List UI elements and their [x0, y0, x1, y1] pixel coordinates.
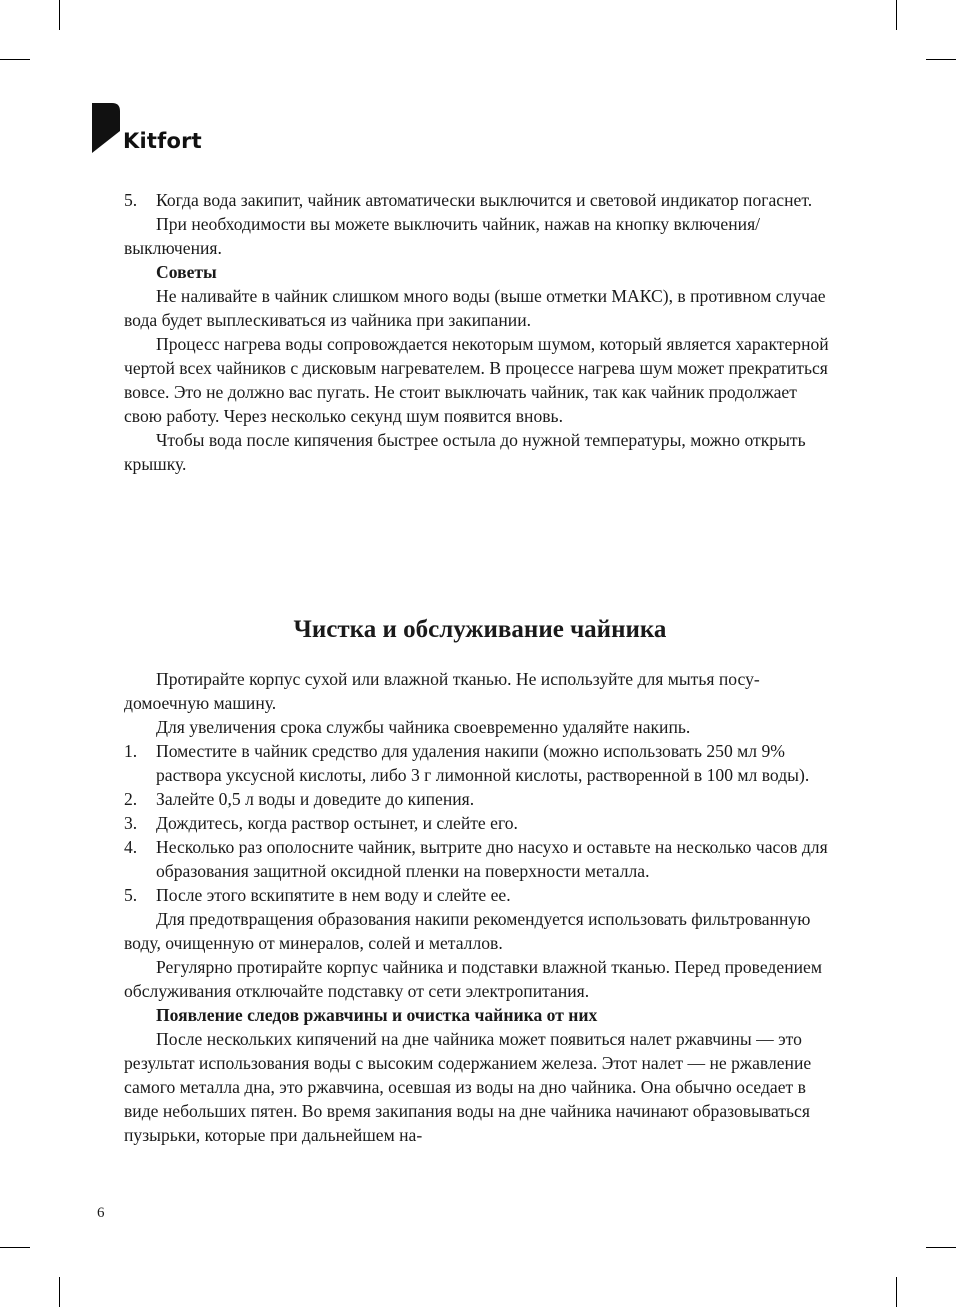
step-text: Несколько раз ополосните чайник, вытрите дно насухо и оставьте на несколько часов для образования защитной оксидной пленки на поверхности металла.	[156, 837, 828, 881]
paragraph: Не наливайте в чайник слишком много воды (выше отметки МАКС), в противном случае вода будет выплескиваться из чайника при закипании.	[124, 286, 826, 330]
crop-mark	[0, 59, 30, 60]
page-number: 6	[97, 1205, 105, 1221]
crop-mark	[926, 1247, 956, 1248]
step-text: Когда вода закипит, чайник автоматически выключится и световой индикатор погаснет.	[156, 190, 813, 210]
brand-logo	[92, 103, 202, 153]
paragraph: При необходимости вы можете выключить чайник, нажав на кнопку включения/выключения.	[124, 214, 761, 258]
paragraph: Для предотвращения образования накипи рекомендуется использовать фильтрованную воду, очищенную от минералов, солей и металлов.	[124, 909, 811, 953]
tips-heading: Советы	[156, 262, 217, 282]
crop-mark	[59, 1277, 60, 1307]
step-text: Дождитесь, когда раствор остынет, и слейте его.	[156, 813, 518, 833]
step-number: 5.	[124, 885, 138, 905]
paragraph: Процесс нагрева воды сопровождается некоторым шумом, который является характерной чертой всех чайников с дисковым нагревателем. В процессе нагрева шум может прекратиться вовсе. Это не должно вас пугать. Не стоит выключать чайник, так как чайник продолжает свою работу. Через несколько секунд шум появится вновь.	[124, 334, 829, 426]
paragraph: Чтобы вода после кипячения быстрее остыла до нужной температуры, можно открыть крышку.	[124, 430, 806, 474]
brand-mark-icon	[92, 103, 120, 153]
crop-mark	[59, 0, 60, 30]
step-number: 5.	[124, 190, 138, 210]
step-text: Залейте 0,5 л воды и доведите до кипения.	[156, 789, 475, 809]
crop-mark	[896, 1277, 897, 1307]
step-number: 2.	[124, 789, 138, 809]
brand-name: Kitfort	[123, 129, 202, 153]
list-item	[124, 188, 836, 212]
paragraph: Для увеличения срока службы чайника своевременно удаляйте накипь.	[156, 717, 691, 737]
crop-mark	[0, 1247, 30, 1248]
section-kettle-use	[124, 188, 836, 476]
list-item	[124, 835, 836, 883]
step-text: Поместите в чайник средство для удаления накипи (можно использовать 250 мл 9% раствора уксусной кислоты, либо 3 г лимонной кислоты, растворенной в 100 мл воды).	[156, 741, 810, 785]
section-cleaning	[124, 667, 836, 1147]
crop-mark	[896, 0, 897, 30]
step-number: 4.	[124, 837, 138, 857]
paragraph: Регулярно протирайте корпус чайника и подставки влажной тканью. Перед проведением обслуживания отключайте подставку от сети электропитания.	[124, 957, 822, 1001]
list-item	[124, 883, 836, 907]
list-item	[124, 739, 836, 787]
step-number: 3.	[124, 813, 138, 833]
crop-mark	[926, 59, 956, 60]
step-number: 1.	[124, 741, 138, 761]
paragraph: После нескольких кипячений на дне чайника может появиться налет ржавчины — это результат использования воды с высоким содержанием железа. Этот налет — не ржавление самого металла дна, это ржавчина, осевшая из воды на дно чайника. Она обычно оседает в виде небольших пятен. Во время закипания воды на дне чайника начинают образовываться пузырьки, которые при дальнейшем на-	[124, 1029, 812, 1145]
list-item	[124, 787, 836, 811]
paragraph: Протирайте корпус сухой или влажной тканью. Не используйте для мытья посудомоечную машину.	[124, 669, 760, 713]
section-title: Чистка и обслуживание чайника	[293, 616, 667, 643]
rust-heading: Появление следов ржавчины и очистка чайника от них	[156, 1005, 598, 1025]
step-text: После этого вскипятите в нем воду и слейте ее.	[156, 885, 511, 905]
list-item	[124, 811, 836, 835]
